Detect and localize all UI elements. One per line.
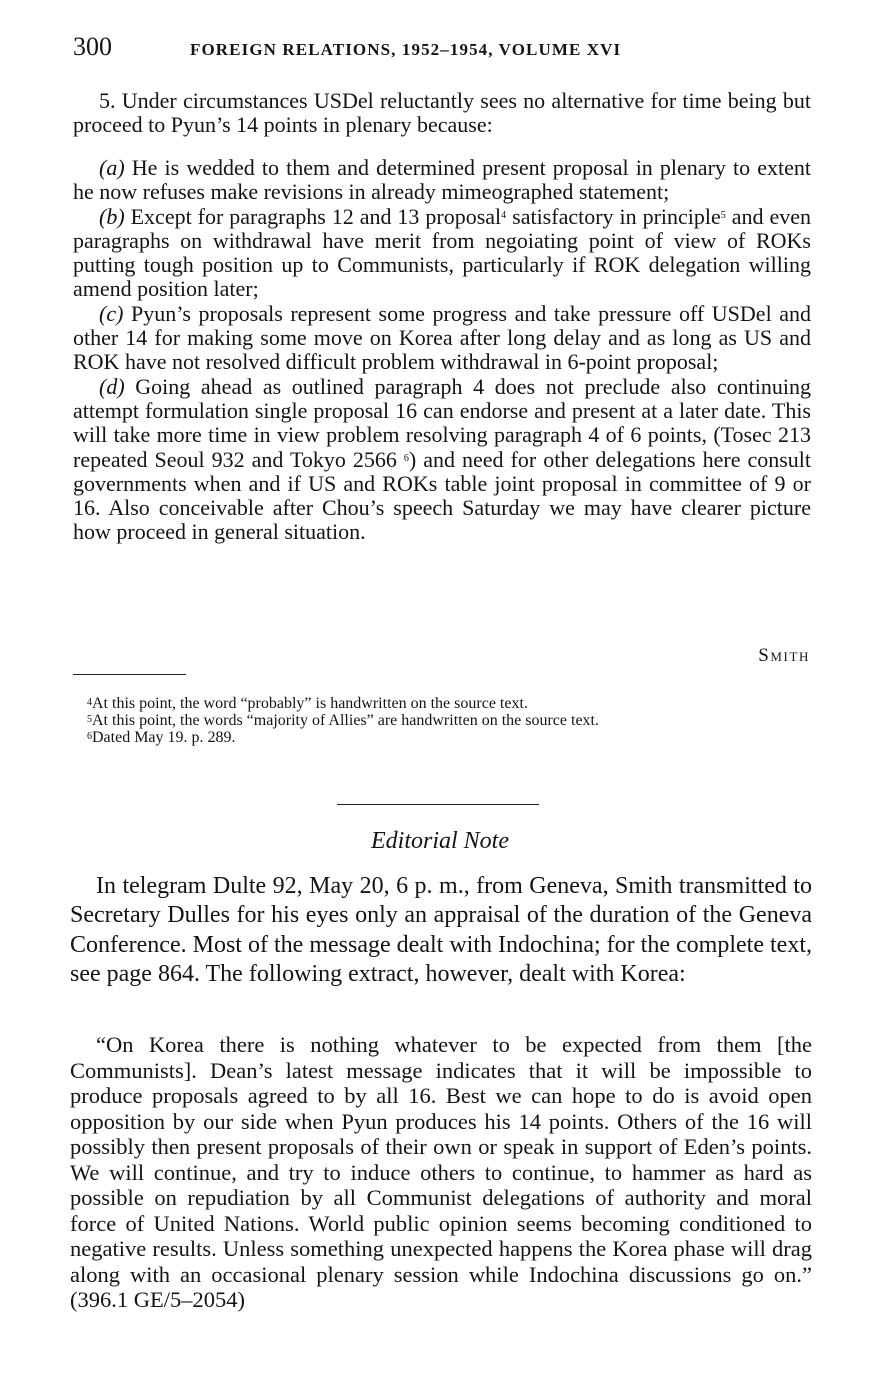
subparagraph-c-text: Pyun’s proposals represent some progress and take pressure off USDel and other 14 for making some move on Korea after long delay and as long as US and ROK have not resolved difficult problem withdrawal in 6-point proposal;: [73, 300, 811, 375]
footnote-4: [73, 695, 811, 712]
footnote-4-text: At this point, the word “probably” is handwritten on the source text.: [92, 695, 528, 712]
subparagraph-c: [73, 302, 811, 375]
subparagraph-b-text-3: and even paragraphs on withdrawal have merit from negoiating point of view of ROKs putting tough position up to Communists, particularly if ROK delegation willing amend position later;: [73, 203, 811, 302]
telegram-subparagraphs: [73, 156, 811, 545]
running-head: [73, 32, 813, 66]
subparagraph-d: [73, 375, 811, 545]
subparagraph-c-label: (c): [99, 300, 124, 326]
footnote-6-mark: 6: [87, 731, 92, 743]
footnote-6-text: Dated May 19. p. 289.: [92, 729, 236, 747]
quote-text: “On Korea there is nothing whatever to be expected from them [the Communists]. Dean’s latest message indicates that it will be impossible to produce proposals agreed to by all 16. Best we can hope to do is avoid open opposition by our side when Pyun produces his 14 points. Others of the 16 will possibly then present proposals of their own or speak in support of Eden’s points. We will continue, and try to induce others to continue, to hammer as hard as possible on repudiation by all Communist delegations of authority and moral force of United Nations. World public opinion seems becoming conditioned to negative results. Unless something unexpected happens the Korea phase will drag along with an occasional plenary session while Indochina discussions go on.” (396.1 GE/5–2054): [70, 1032, 812, 1312]
running-head-title: FOREIGN RELATIONS, 1952–1954, VOLUME XVI: [190, 40, 622, 59]
footnote-4-mark: 4: [87, 697, 92, 708]
subparagraph-a-label: (a): [99, 155, 125, 180]
telegram-paragraph-5: [73, 89, 811, 151]
subparagraph-d-text-1: Going ahead as outlined paragraph 4 does not preclude also continuing attempt formulation single proposal 16 can endorse and present at a later date. This will take more time in view problem resolving paragraph 4 of 6 points, (Tosec 213 repeated Seoul 932 and Tokyo 2566: [73, 373, 811, 472]
editorial-note-body: [70, 872, 812, 989]
footnote-5-text: At this point, the words “majority of Allies” are handwritten on the source text.: [92, 712, 599, 730]
subparagraph-b: [73, 205, 811, 302]
section-divider: [337, 804, 539, 805]
footnote-5: [73, 712, 811, 729]
subparagraph-a-text: He is wedded to them and determined present proposal in plenary to extent he now refuses make revisions in already mimeographed statement;: [73, 155, 811, 205]
subparagraph-b-text-1: Except for paragraphs 12 and 13 proposal: [124, 203, 502, 229]
page-number: 300: [73, 32, 112, 61]
subparagraph-b-text-2: satisfactory in principle: [506, 203, 721, 229]
footnote-6: [73, 729, 811, 746]
editorial-note-intro: In telegram Dulte 92, May 20, 6 p. m., from Geneva, Smith transmitted to Secretary Dulles for his eyes only an appraisal of the duration of the Geneva Conference. Most of the message dealt with Indochina; for the complete text, see page 864. The following extract, however, dealt with Korea:: [70, 873, 812, 987]
subparagraph-d-label: (d): [99, 373, 125, 399]
subparagraph-d-text-2: ) and need for other delegations here consult governments when and if US and ROKs table joint proposal in committee of 9 or 16. Also conceivable after Chou’s speech Saturday we may have clearer picture how proceed in general situation.: [73, 446, 812, 545]
footnote-ref-5: 5: [720, 209, 726, 221]
footnote-ref-6: 6: [403, 452, 409, 464]
paragraph-5-text: 5. Under circumstances USDel reluctantly sees no alternative for time being but proceed to Pyun’s 14 points in plenary because:: [73, 88, 811, 138]
editorial-note-title: Editorial Note: [371, 828, 509, 854]
subparagraph-b-label: (b): [99, 203, 125, 229]
footnote-divider: [73, 674, 186, 675]
subparagraph-a: [73, 156, 811, 205]
editorial-note-quote: [70, 1032, 812, 1313]
signature: [758, 645, 810, 667]
footnote-ref-4: 4: [501, 209, 507, 221]
footnote-5-mark: 5: [87, 714, 92, 726]
footnotes: [73, 695, 811, 747]
signature-text: Smith: [758, 645, 810, 666]
